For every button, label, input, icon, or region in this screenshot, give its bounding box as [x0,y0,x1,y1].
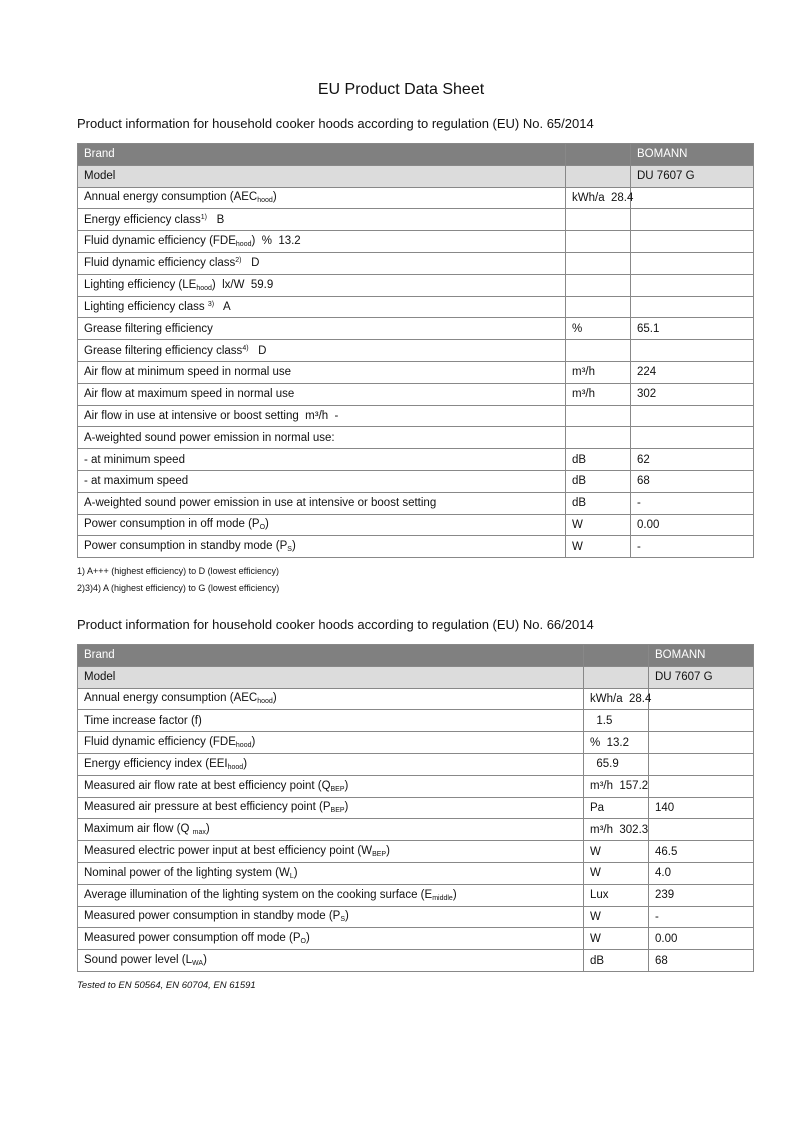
label-text: Power consumption in off mode (P [84,518,260,531]
row-value [649,819,754,841]
row-value [649,753,754,775]
row-value: 0.00 [649,928,754,950]
row-label [78,405,566,427]
table-row [78,252,754,274]
label-subscript: BEP [372,851,387,859]
table-row [78,492,754,514]
label-subscript: BEP [330,785,345,793]
label-text: Measured power consumption off mode (P [84,932,301,945]
row-value: 46.5 [649,841,754,863]
label-footnote-ref: 4) [242,344,249,352]
row-label [78,928,584,950]
row-label [78,383,566,405]
row-label [78,187,566,209]
label-text: Brand [84,148,115,161]
row-label [78,144,566,166]
label-text: Measured air flow rate at best efficiency point (Q [84,779,331,792]
row-label [78,492,566,514]
label-text: Measured power consumption in standby mode (P [84,910,341,923]
row-unit: W [566,536,631,558]
label-subscript: S [340,916,346,924]
label-text: Annual energy consumption (AEC [84,692,258,705]
table-row [78,710,754,732]
label-subscript: hood [257,197,273,205]
row-value [631,231,754,253]
row-value: 68 [649,950,754,972]
row-label [78,819,584,841]
label-text: Maximum air flow (Q [84,823,193,836]
table-row [78,383,754,405]
row-unit: 1.5 [584,710,649,732]
row-label [78,710,584,732]
row-value: 224 [631,361,754,383]
row-unit: m³/h [566,383,631,405]
table-row [78,841,754,863]
row-unit: dB [584,950,649,972]
row-unit [566,427,631,449]
row-unit [584,666,649,688]
label-text: Lighting efficiency (LE [84,278,197,291]
row-unit: % 13.2 [584,732,649,754]
table-row [78,470,754,492]
label-footnote-ref: 1) [200,213,207,221]
label-text: ) [272,692,277,705]
label-text: Annual energy consumption (AEC [84,191,258,204]
label-text: ) % 13.2 [251,235,301,248]
row-label [78,231,566,253]
row-unit [566,296,631,318]
row-value [631,296,754,318]
row-unit: m³/h 302.3 [584,819,649,841]
row-unit [566,231,631,253]
label-text: ) [272,191,277,204]
regulation-65-table [77,143,754,558]
label-text: B [207,213,225,226]
label-text: ) [205,823,210,836]
table-row [78,884,754,906]
row-label [78,884,584,906]
row-label [78,209,566,231]
row-value [631,209,754,231]
label-text: ) [344,779,349,792]
label-text: ) [265,518,269,531]
label-text: Air flow at minimum speed in normal use [84,366,292,379]
row-value: 140 [649,797,754,819]
label-text: Average illumination of the lighting system on the cooking surface (E [84,888,433,901]
row-unit: dB [566,470,631,492]
row-label [78,274,566,296]
row-unit [566,252,631,274]
label-text: ) [452,888,457,901]
label-text: ) [345,910,349,923]
table-row [78,514,754,536]
table-row [78,427,754,449]
row-label [78,340,566,362]
table-row [78,645,754,667]
table-row [78,231,754,253]
label-text: Energy efficiency index (EEI [84,757,228,770]
row-unit: kWh/a 28.4 [566,187,631,209]
row-value [649,688,754,710]
label-subscript: max [192,829,206,837]
row-unit [566,144,631,166]
label-subscript: hood [257,698,273,706]
table-row [78,165,754,187]
row-unit: W [584,928,649,950]
label-text: Air flow in use at intensive or boost setting m³/h - [84,409,339,422]
row-unit: Lux [584,884,649,906]
table-row [78,950,754,972]
table-row [78,775,754,797]
row-label [78,753,584,775]
row-label [78,950,584,972]
label-subscript: hood [196,284,212,292]
row-label [78,318,566,340]
table-row [78,209,754,231]
row-unit: Pa [584,797,649,819]
row-unit: dB [566,449,631,471]
label-text: Fluid dynamic efficiency class [84,257,236,270]
label-subscript: hood [235,742,252,750]
table-row [78,819,754,841]
row-label [78,775,584,797]
label-subscript: WA [192,960,204,968]
label-text: Grease filtering efficiency [84,322,213,335]
label-text: Power consumption in standby mode (P [84,540,288,553]
label-text: ) [293,866,298,879]
row-label [78,165,566,187]
label-subscript: hood [227,763,244,771]
label-text: A [214,300,231,313]
row-label [78,449,566,471]
row-unit [584,645,649,667]
table-row [78,187,754,209]
table-row [78,340,754,362]
label-text: A-weighted sound power emission in normal use: [84,431,335,444]
row-unit: m³/h 157.2 [584,775,649,797]
row-value: - [631,492,754,514]
label-text: Brand [84,649,115,662]
regulation-66-table [77,644,754,972]
row-value [649,775,754,797]
row-value [631,187,754,209]
row-value: 302 [631,383,754,405]
table-row [78,753,754,775]
label-subscript: S [287,546,292,554]
label-subscript: O [259,524,266,532]
page-title: EU Product Data Sheet [317,81,485,98]
row-label [78,470,566,492]
label-text: - at minimum speed [84,453,185,466]
row-value: 0.00 [631,514,754,536]
row-value [631,252,754,274]
tested-standards-note: Tested to EN 50564, EN 60704, EN 61591 [77,980,256,991]
label-text: ) [386,845,390,858]
table-row [78,144,754,166]
row-value: DU 7607 G [631,165,754,187]
row-unit [566,209,631,231]
label-footnote-ref: 2) [235,257,242,265]
row-label [78,427,566,449]
label-text: ) [344,801,349,814]
label-text: Measured electric power input at best efficiency point (W [84,845,373,858]
label-text: ) [243,757,248,770]
row-value: 68 [631,470,754,492]
label-subscript: hood [235,241,252,249]
row-unit: W [584,906,649,928]
row-label [78,514,566,536]
row-value [631,274,754,296]
footnote-1: 1) A+++ (highest efficiency) to D (lowest efficiency) [77,566,280,576]
label-subscript: BEP [330,807,345,815]
row-value [631,405,754,427]
row-label [78,666,584,688]
table-row [78,318,754,340]
label-text: Model [84,671,116,684]
row-value: - [649,906,754,928]
table-row [78,666,754,688]
label-text: Fluid dynamic efficiency (FDE [84,736,236,749]
row-value: DU 7607 G [649,666,754,688]
table-row [78,405,754,427]
row-unit: m³/h [566,361,631,383]
label-text: - at maximum speed [84,475,189,488]
table-row [78,797,754,819]
row-label [78,296,566,318]
table-row [78,449,754,471]
row-label [78,645,584,667]
label-text: Energy efficiency class [84,213,201,226]
label-footnote-ref: 3) [207,300,215,308]
label-text: ) [291,540,296,553]
row-label [78,906,584,928]
label-text: Measured air pressure at best efficiency point (P [84,801,331,814]
label-text: Fluid dynamic efficiency (FDE [84,235,236,248]
row-unit: W [584,862,649,884]
row-value [649,732,754,754]
table-row [78,928,754,950]
row-unit [566,165,631,187]
row-value: 65.1 [631,318,754,340]
label-text: Air flow at maximum speed in normal use [84,388,295,401]
row-unit: W [566,514,631,536]
label-text: Time increase factor (f) [84,714,202,727]
row-unit: % [566,318,631,340]
label-text: D [241,257,260,270]
row-label [78,361,566,383]
table-row [78,536,754,558]
row-unit: W [584,841,649,863]
label-text: A-weighted sound power emission in use at intensive or boost setting [84,497,437,510]
row-value [631,427,754,449]
row-unit: 65.9 [584,753,649,775]
label-subscript: L [289,872,294,880]
label-text: Grease filtering efficiency class [84,344,243,357]
label-text: ) [203,954,207,967]
row-value: 4.0 [649,862,754,884]
row-value: 239 [649,884,754,906]
row-value: - [631,536,754,558]
label-text: ) [305,932,310,945]
row-label [78,688,584,710]
row-value: BOMANN [649,645,754,667]
row-value: BOMANN [631,144,754,166]
label-subscript: O [300,938,306,946]
table-row [78,274,754,296]
row-label [78,536,566,558]
row-label [78,841,584,863]
row-value [649,710,754,732]
row-label [78,732,584,754]
row-label [78,797,584,819]
row-value [631,340,754,362]
section2-heading: Product information for household cooker hoods according to regulation (EU) No. 66/2014 [77,617,594,632]
section1-heading: Product information for household cooker hoods according to regulation (EU) No. 65/2014 [77,116,594,131]
row-label [78,862,584,884]
table-row [78,361,754,383]
label-text: Nominal power of the lighting system (W [84,866,290,879]
label-subscript: middle [432,894,453,902]
label-text: Sound power level (L [84,954,193,967]
table-row [78,906,754,928]
label-text: D [248,344,267,357]
table-row [78,732,754,754]
label-text: Model [84,170,116,183]
label-text: ) [251,736,256,749]
row-label [78,252,566,274]
table-row [78,862,754,884]
row-unit: kWh/a 28.4 [584,688,649,710]
row-unit: dB [566,492,631,514]
label-text: ) lx/W 59.9 [211,278,274,291]
row-value: 62 [631,449,754,471]
table-row [78,688,754,710]
row-unit [566,340,631,362]
row-unit [566,405,631,427]
row-unit [566,274,631,296]
table-row [78,296,754,318]
label-text: Lighting efficiency class [84,300,208,313]
footnote-2: 2)3)4) A (highest efficiency) to G (lowest efficiency) [77,583,280,593]
